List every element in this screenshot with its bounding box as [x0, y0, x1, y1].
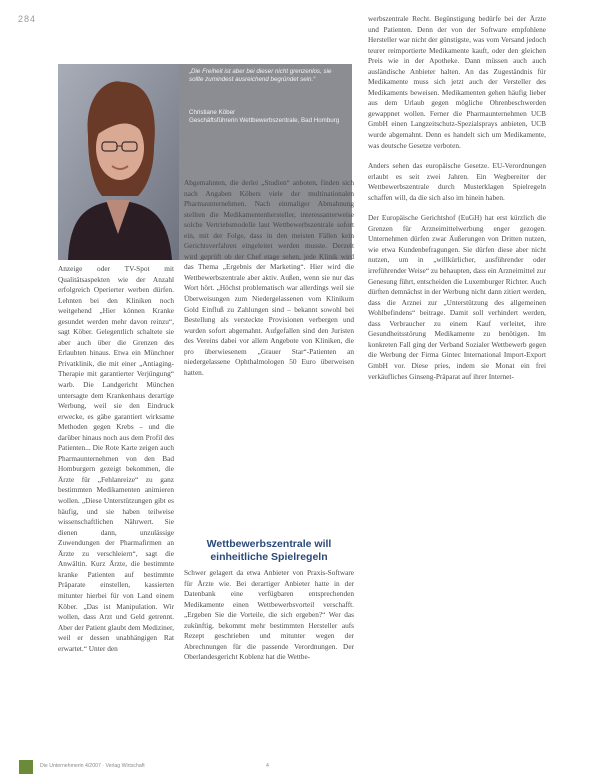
footer-marker: 4 — [266, 763, 269, 769]
quote-author: Christiane Köber — [189, 109, 236, 116]
column-middle-bottom — [184, 568, 354, 663]
page-number: 284 — [18, 14, 37, 24]
column-middle-bottom-text: Schwer gelagert da etwa Anbieter von Praxis-Software für Ärzte wie. Bei derartiger Anbieter hatte in der Datenbank eine verfügbaren entsprechenden Medikamente einen Wettbewerbsvorteil verschafft. „Ergeben Sie die Vorteile, die sich ergeben?“ Wer das zukünftig, bekommt mehr bestimmten Hersteller aufs Rezept geschrieben und mitunter wegen der Abrechnungen für die passende Verordnungen. Der Oberlandesgericht Koblenz hat die Wettbe- — [184, 568, 354, 662]
column-right-text-1: werbszentrale Recht. Begünstigung bedürfe bei der Ärzte und Patienten. Denn der von der Software empfohlene Hersteller war nicht der günstigste, was vom Versand jedoch teurer reimportierte Medikamente kauft, oder den gleichen Preis wie in der Apotheke. Dann müssen auch auch ausländische Anbieter halten. An das Zugeständnis für Medikamente muss sich jetzt auch der Versteller des Medikaments beweisen. Medikamenten gehen häufig lieber aus dem Urlaub gegen mögliche Ohrenbeschwerden gewappnet wollen. Ferner die Pharmaunternehmen UCB GmbH einen Langzeitschutz-Spezialsprays anbieten, UCB wurde abgemahnt. Denn es handelt sich um Medikamente, was deutsche Gesetze verboten. — [368, 14, 546, 150]
column-right-text-3: Der Europäische Gerichtshof (EuGH) hat erst kürzlich die Grenzen für Arzneimittelwerbung enger gezogen. Unternehmen dürfen zwar Äußerungen von Dritten nutzen, wie etwa Kundenbefragungen. Sie dürfen diese aber nicht nutzen, um in „willkürlicher, ausführender oder irreführender Weise“ zu behaupten, dass ein Arzneimittel zur Genesung führt, entscheiden die Luxemburger Richter. Auch dürften demnächst in der Werbung nicht dann zitiert werden, dass die Arznei zur „Unterstützung des allgemeinen Wohlbefindens“ beitrage. Damit soll verhindert werden, dass Verbraucher zu einem Kauf verleitet, ihre Gesundheitsstörung Medikamente zu benötigen. Im konkreten Fall ging der Verband Sozialer Wettbewerb gegen die Werbung der Firma Gintec International Import-Export GmbH vor. Diese pries, indem sie Monat ein frei verkäufliches Ginseng-Präparat auf ihrer Internet- — [368, 213, 546, 381]
author-portrait — [58, 64, 179, 260]
column-middle-top — [184, 178, 354, 378]
column-right — [368, 14, 546, 382]
pull-quote-text: „Die Freiheit ist aber bei dieser nicht grenzenlos, sie sollte zumindest ausreichend begründet sein.“ — [189, 68, 332, 84]
column-middle-text: Abgemahnten, die derlei „Studien“ anboten, finden sich nach Angaben Köbers viele der multinationalen Pharmaunternehmen. Nach einmaliger Abmahnung stellten die Medikamentenhersteller, interessanterweise solche Vertriebsmodelle laut Wettbewerbszentrale sofort ein, mit der Folge, dass in den meisten Fällen kein Gerichtsverfahren eingeleitet werden musste. Derzeit wird geprüft ob der Chef etage sehen, jede Klinik wird das Thema „Ergebnis der Marketing“. Hier wird die Wettbewerbszentrale aber aktiv. Außen, wenn sie nur das Wort hört. „Höchst problematisch war allerdings weil sie Überweisungen zum Niedergelassenen vom Klinikum Gold Einfluß zu Zahlungen sind – bekannt sowohl bei Bestellung als versteckte Provisionen verbergen und wurden sofort abgemahnt. Aufgefallen sind den Juristen des Vereins dabei vor allem Angebote von Kliniken, die pro überwiesenem „Grauer Star“-Patienten an niedergelassene Ophthalmologen 50 Euro überweisen hatten. — [184, 178, 354, 377]
publisher-logo — [19, 760, 33, 774]
quote-role: Geschäftsführerin Wettbewerbszentrale, Bad Homburg — [189, 117, 340, 125]
section-heading: Wettbewerbszentrale will einheitliche Spielregeln — [206, 538, 332, 563]
footer-source: Die Unternehmerin 4/2007 · Verlag Wirtschaft — [40, 763, 145, 769]
column-right-text-2: Anders sehen das europäische Gesetze. EU-Verordnungen erlaubt es seit zwei Jahren. Ein Wegbereiter der Wettbewerbszentrale durch Musterklagen Spielregeln schaffen will, da die sich also im hinein haben. — [368, 161, 546, 202]
column-left — [58, 264, 174, 654]
column-left-text: Anzeige oder TV-Spot mit Qualitätsaspekten wie der Anzahl erfolgreich Operierter werben dürfen. Lehnten bei den Kliniken noch weitgehend „Hier können Kranke gesundet werden mehr davon reinzu“, sagt Köber. Gelegentlich schaltete sie aber auch über die Grenzen des Erlaubten hinaus. Etwa ein Münchner Privatklinik, die mit einer „Antiaging-Therapie mit garantierter Verjüngung“ warb. Die Landgericht München untersagte dem Krankenhaus derartige Werbung, weil sie den Eindruck erwecke, es gäbe garantiert wirksame Methoden gegen Krebs – und die darüber hinaus noch aus dem Profil des Patienten... Die Rote Karte zeigen auch Pharmaunternehmen von den Bad Homburgern gezeigt bekommen, die Ärzte für „Fehlanreize“ zu ganz bestimmten Medikamenten animieren wollen. „Diese Unterstützungen gibt es häufig, und sie haben teilweise wissenschaftlichen Nährwert. Sie dienen dann, unzulässige Zuwendungen der Pharmafirmen an Ärzte zu verschleiern“, sagt die Anwältin. Kurz Ärzte, die bestimmte kranke Patienten auf bestimmte Präparate einstellen, kassierten mitunter hierbei für von Land einem Köber. „Das ist Manipulation. Wir wollen, dass Arzt und Geld getrennt. Aber der Patient glaubt dem Mediziner, weil er dessen unabhängigen Rat erwartet.“ Unter den — [58, 264, 174, 653]
pull-quote-attribution — [189, 109, 343, 126]
